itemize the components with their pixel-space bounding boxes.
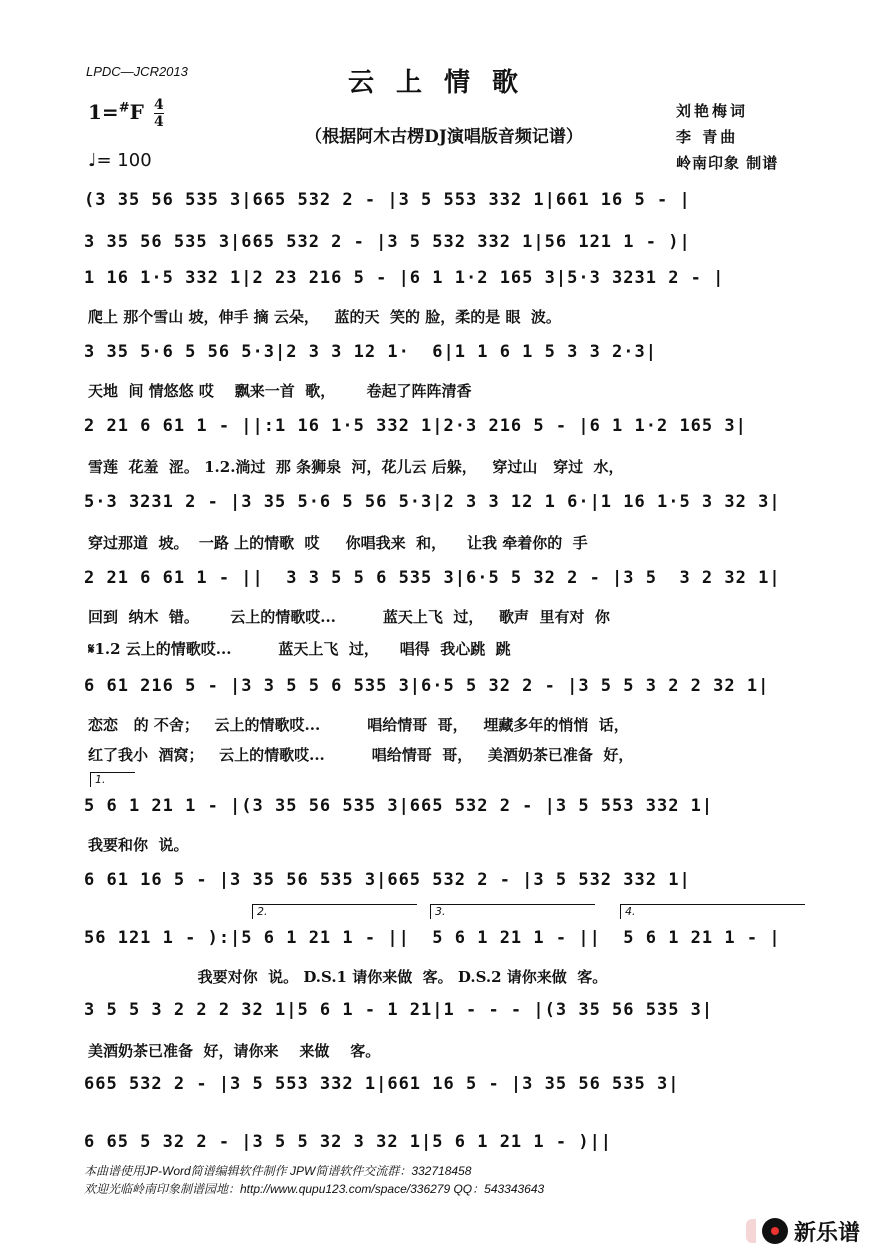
song-title: 云上情歌	[347, 68, 540, 98]
staff-line: 3 35 56 535 3|665 532 2 - |3 5 532 332 1|56 121 1 - )|	[84, 232, 691, 252]
staff-line: 2 21 6 61 1 - || 3 3 5 5 6 535 3|6·5 5 32 2 - |3 5 3 2 32 1|	[84, 568, 781, 588]
staff-line: 6 61 216 5 - |3 3 5 5 6 535 3|6·5 5 32 2 - |3 5 5 3 2 2 32 1|	[84, 676, 770, 696]
lyric-line: 穿过那道 坡。 一路 上的情歌 哎 你唱我来 和， 让我 牵着你的 手	[88, 534, 588, 552]
lyric-line: 爬上 那个雪山 坡，伸手 摘 云朵， 蓝的天 笑的 脸，柔的是 眼 波。	[88, 308, 561, 326]
staff-line: (3 35 56 535 3|665 532 2 - |3 5 553 332 1|661 16 5 - |	[84, 190, 691, 210]
staff-line: 5 6 1 21 1 - |(3 35 56 535 3|665 532 2 - |3 5 553 332 1|	[84, 796, 714, 816]
footer-line: 本曲谱使用JP-Word简谱编辑软件制作 JPW简谱软件交流群：332718458	[84, 1164, 472, 1178]
tempo-marking: ♩= 100	[88, 150, 152, 171]
staff-line: 6 65 5 32 2 - |3 5 5 32 3 32 1|5 6 1 21 1 - )||	[84, 1132, 613, 1152]
logo-decoration	[746, 1219, 756, 1243]
lyric-line: 𝄋1.2 云上的情歌哎... 蓝天上飞 过， 唱得 我心跳 跳	[88, 640, 511, 658]
staff-line: 665 532 2 - |3 5 553 332 1|661 16 5 - |3 35 56 535 3|	[84, 1074, 680, 1094]
site-logo	[746, 1214, 860, 1248]
staff-line: 6 61 16 5 - |3 35 56 535 3|665 532 2 - |3 5 532 332 1|	[84, 870, 691, 890]
document-code: LPDC—JCR2013	[86, 64, 188, 79]
lyricist-credit: 刘艳梅词	[676, 102, 749, 120]
lyric-line: 回到 纳木 错。 云上的情歌哎... 蓝天上飞 过， 歌声 里有对 你	[88, 608, 610, 626]
logo-text: 新乐谱	[794, 1220, 861, 1246]
lyric-line: 我要和你 说。	[88, 836, 189, 854]
lyric-line: 我要对你 说。 D.S.1 请你来做 客。 D.S.2 请你来做 客。	[88, 968, 608, 986]
arranger-credit: 岭南印象 制谱	[676, 154, 779, 172]
staff-line: 2 21 6 61 1 - ||:1 16 1·5 332 1|2·3 216 5 - |6 1 1·2 165 3|	[84, 416, 747, 436]
subtitle: （根据阿木古楞DJ演唱版音频记谱）	[305, 127, 583, 147]
lyric-line: 天地 间 情悠悠 哎 飘来一首 歌， 卷起了阵阵清香	[88, 382, 472, 400]
volta-ending-1: 1.	[90, 772, 135, 787]
staff-line: 3 35 5·6 5 56 5·3|2 3 3 12 1· 6|1 1 6 1 5 3 3 2·3|	[84, 342, 657, 362]
staff-line: 5·3 3231 2 - |3 35 5·6 5 56 5·3|2 3 3 12 1 6·|1 16 1·5 3 32 3|	[84, 492, 781, 512]
lyric-line: 恋恋 的 不舍； 云上的情歌哎... 唱给情哥 哥， 埋藏多年的悄悄 话，	[88, 716, 629, 734]
footer-line: 欢迎光临岭南印象制谱园地：http://www.qupu123.com/space/336279 QQ：543343643	[84, 1182, 545, 1196]
staff-line: 1 16 1·5 332 1|2 23 216 5 - |6 1 1·2 165 3|5·3 3231 2 - |	[84, 268, 725, 288]
volta-ending-3: 3.	[430, 904, 595, 919]
lyric-line: 雪莲 花羞 涩。 1.2.淌过 那 条狮泉 河，花儿云 后躲， 穿过山 穿过 水，	[88, 458, 624, 476]
staff-line: 56 121 1 - ):|5 6 1 21 1 - || 5 6 1 21 1 - || 5 6 1 21 1 - |	[84, 928, 781, 948]
time-signature: 4 4	[154, 97, 164, 130]
key-signature: 1=#F	[88, 100, 144, 124]
lyric-line: 红了我小 酒窝； 云上的情歌哎... 唱给情哥 哥， 美酒奶茶已准备 好，	[88, 746, 634, 764]
staff-line: 3 5 5 3 2 2 2 32 1|5 6 1 - 1 21|1 - - - |(3 35 56 535 3|	[84, 1000, 714, 1020]
volta-ending-2: 2.	[252, 904, 417, 919]
lyric-line: 美酒奶茶已准备 好，请你来 来做 客。	[88, 1042, 381, 1060]
record-disc-icon	[762, 1218, 788, 1244]
volta-ending-4: 4.	[620, 904, 805, 919]
composer-credit: 李 青曲	[676, 128, 739, 146]
